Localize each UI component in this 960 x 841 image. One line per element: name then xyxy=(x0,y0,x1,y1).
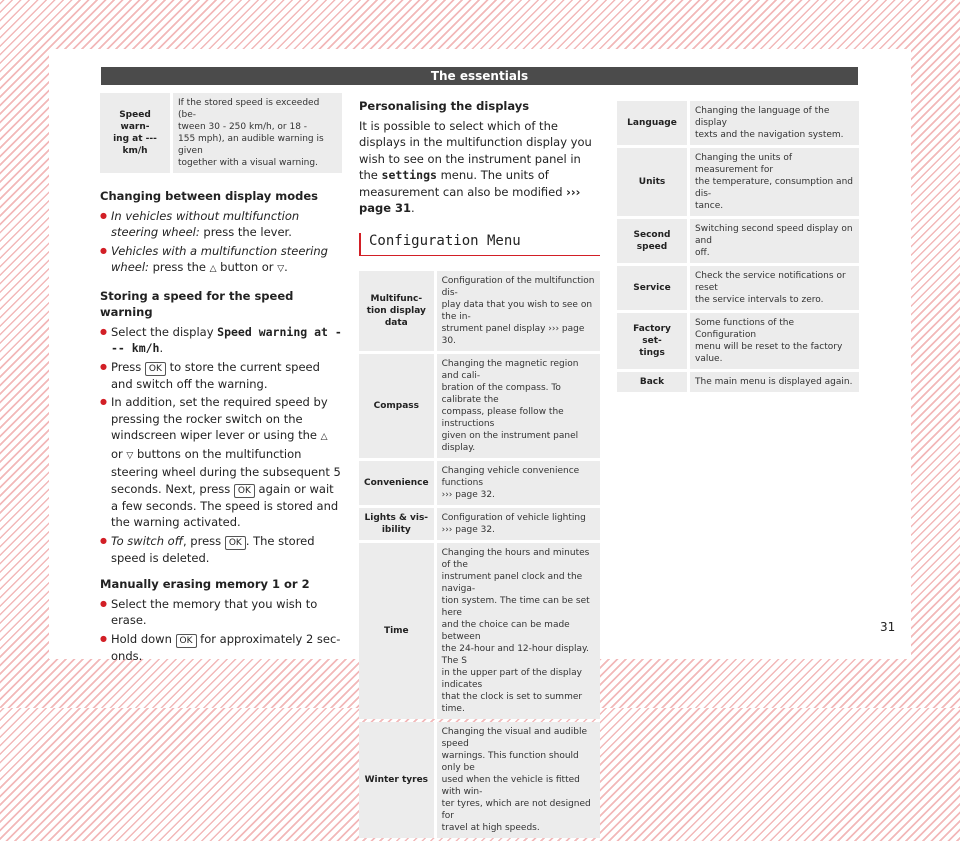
table-key: Factory set- tings xyxy=(617,313,690,369)
table-key: Back xyxy=(617,372,690,392)
down-triangle-icon: ▽ xyxy=(277,264,285,274)
speed-warning-table xyxy=(100,90,342,176)
column-3 xyxy=(617,98,859,395)
table-row xyxy=(617,313,859,369)
table-row xyxy=(359,271,600,351)
config-menu-table xyxy=(359,268,600,841)
list-item: ● In vehicles without multifunction steering wheel: press the lever. xyxy=(100,208,342,241)
table-key: Compass xyxy=(359,354,437,458)
table-value: Changing vehicle convenience functions ››› page 32. xyxy=(437,461,600,505)
table-row xyxy=(359,722,600,838)
table-value: Changing the hours and minutes of the instrument panel clock and the naviga- tion system. The time can be set here and the choice can be made between the 24-hour and 12-hour display. The S in the upper part of the display indicates that the clock is set to summer time. xyxy=(437,543,600,719)
table-row xyxy=(617,148,859,216)
section-title: Storing a speed for the speed warning xyxy=(100,288,294,319)
column-1 xyxy=(100,90,342,664)
page-header: The essentials xyxy=(101,67,858,85)
table-key: Language xyxy=(617,101,690,145)
table-value: Changing the units of measurement for the temperature, consumption and dis- tance. xyxy=(690,148,859,216)
section-title: Manually erasing memory 1 or 2 xyxy=(100,577,310,591)
table-value: Configuration of the multifunction dis- play data that you wish to see on the in- strument panel display ››› page 30. xyxy=(437,271,600,351)
column-2 xyxy=(359,90,600,841)
list-item: ● Select the memory that you wish to erase. xyxy=(100,596,342,629)
page-number: 31 xyxy=(880,620,896,634)
table-value: Changing the language of the display texts and the navigation system. xyxy=(690,101,859,145)
table-key: Second speed xyxy=(617,219,690,263)
table-key: Units xyxy=(617,148,690,216)
config-menu-title: Configuration Menu xyxy=(359,233,600,256)
table-key: Speed warn- ing at --- km/h xyxy=(100,93,173,173)
table-row xyxy=(617,266,859,310)
table-value: Switching second speed display on and off. xyxy=(690,219,859,263)
table-value: The main menu is displayed again. xyxy=(690,372,859,392)
list-item: ● Select the display Speed warning at --- km/h. xyxy=(100,324,342,357)
list-item: ● Vehicles with a multifunction steering wheel: press the △ button or ▽. xyxy=(100,243,342,278)
list-item: ● In addition, set the required speed by pressing the rocker switch on the windscreen wiper lever or using the △ or ▽ buttons on the multifunction steering wheel during the subsequent 5 seconds. Next, press OK again or wait a few seconds. The speed is stored and the warning activated. xyxy=(100,394,342,531)
section-title: Changing between display modes xyxy=(100,189,318,203)
table-key: Multifunc- tion display data xyxy=(359,271,437,351)
ok-key-icon: OK xyxy=(225,536,246,550)
table-key: Lights & vis- ibility xyxy=(359,508,437,540)
table-value: Some functions of the Configuration menu will be reset to the factory value. xyxy=(690,313,859,369)
ok-key-icon: OK xyxy=(234,484,255,498)
up-triangle-icon: △ xyxy=(209,264,217,274)
table-value: Changing the visual and audible speed warnings. This function should only be used when the vehicle is fitted with win- ter tyres, which are not designed for travel at high speeds. xyxy=(437,722,600,838)
table-value: If the stored speed is exceeded (be- tween 30 - 250 km/h, or 18 - 155 mph), an audible warning is given together with a visual warning. xyxy=(173,93,342,173)
table-key: Winter tyres xyxy=(359,722,437,838)
table-row xyxy=(617,101,859,145)
table-key: Convenience xyxy=(359,461,437,505)
list-item: ● Hold down OK for approximately 2 sec-onds. xyxy=(100,631,342,665)
ok-key-icon: OK xyxy=(176,634,197,648)
table-value: Check the service notifications or reset the service intervals to zero. xyxy=(690,266,859,310)
down-triangle-icon: ▽ xyxy=(126,450,134,461)
table-value: Changing the magnetic region and cali- bration of the compass. To calibrate the compass, please follow the instructions given on the instrument panel display. xyxy=(437,354,600,458)
paragraph: It is possible to select which of the displays in the multifunction display you wish to see on the instrument panel in the settings menu. The units of measurement can also be modified ››› page 31. xyxy=(359,118,592,215)
table-key: Time xyxy=(359,543,437,719)
list-item: ● To switch off, press OK . The stored speed is deleted. xyxy=(100,533,342,567)
config-menu-table-continued xyxy=(617,98,859,395)
page-link[interactable]: ››› page 31 xyxy=(359,184,581,215)
table-row xyxy=(617,372,859,392)
up-triangle-icon: △ xyxy=(320,432,328,442)
table-row xyxy=(359,543,600,719)
table-row xyxy=(359,354,600,458)
list-item: ● Press OK to store the current speed and switch off the warning. xyxy=(100,359,342,393)
table-row xyxy=(359,508,600,540)
ok-key-icon: OK xyxy=(145,362,166,376)
table-row xyxy=(617,219,859,263)
section-title: Personalising the displays xyxy=(359,99,530,113)
table-key: Service xyxy=(617,266,690,310)
table-value: Configuration of vehicle lighting ››› page 32. xyxy=(437,508,600,540)
table-row xyxy=(359,461,600,505)
